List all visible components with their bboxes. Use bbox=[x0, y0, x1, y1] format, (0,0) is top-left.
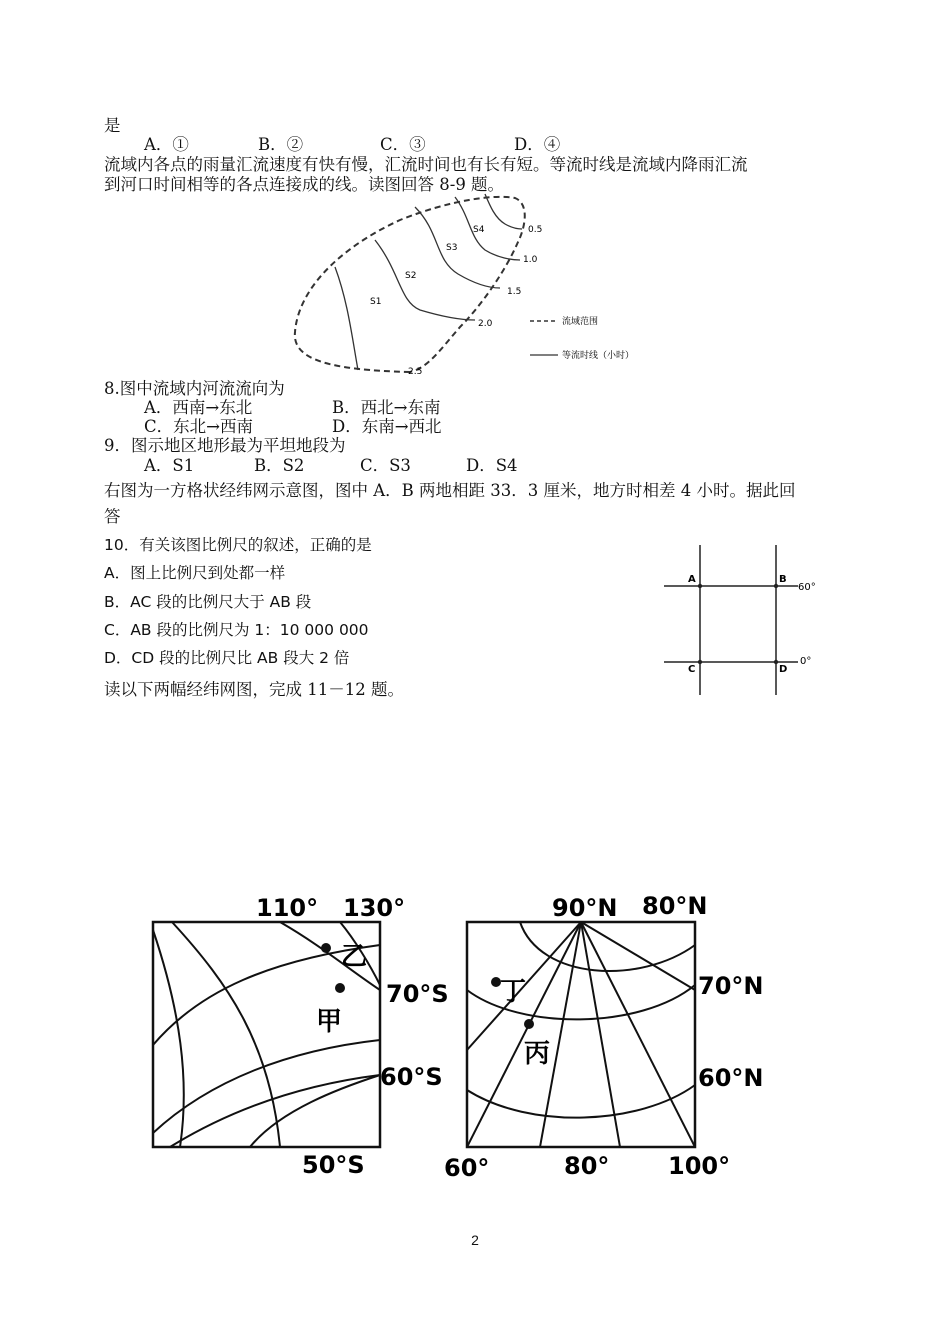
q8-option-a: A．西南→东北 bbox=[144, 398, 253, 417]
q8-options-row1 bbox=[104, 398, 704, 418]
grid-point-c: C bbox=[688, 664, 696, 675]
q10-option-a: A．图上比例尺到处都一样 bbox=[104, 564, 286, 582]
grid-point-d: D bbox=[779, 664, 788, 675]
q10-option-c: C．AB 段的比例尺为 1：10 000 000 bbox=[104, 621, 369, 639]
right-right-label-70n: 70°N bbox=[698, 972, 764, 1000]
q10-option-d: D．CD 段的比例尺比 AB 段大 2 倍 bbox=[104, 649, 350, 667]
q7-option-d: D．④ bbox=[514, 135, 561, 154]
isochrone-label-1-0: 1.0 bbox=[523, 255, 538, 265]
grid-figure bbox=[650, 540, 830, 700]
intro-11-12: 读以下两幅经纬网图，完成 11－12 题。 bbox=[104, 680, 404, 699]
isochrone-label-0-5: 0.5 bbox=[528, 225, 543, 235]
q9-stem: 9．图示地区地形最为平坦地段为 bbox=[104, 436, 346, 455]
left-top-label-130: 130° bbox=[343, 894, 406, 922]
q8-option-b: B．西北→东南 bbox=[332, 398, 441, 417]
q10-stem: 10．有关该图比例尺的叙述，正确的是 bbox=[104, 536, 372, 554]
intro-8-9-line2: 到河口时间相等的各点连接成的线。读图回答 8-9 题。 bbox=[104, 175, 505, 194]
intro-10-line2: 答 bbox=[104, 507, 121, 526]
grid-point-a: A bbox=[688, 574, 696, 585]
left-top-label-110: 110° bbox=[256, 894, 319, 922]
right-bottom-label-80: 80° bbox=[564, 1152, 610, 1180]
right-bottom-label-100: 100° bbox=[668, 1152, 731, 1180]
q10-option-b: B．AC 段的比例尺大于 AB 段 bbox=[104, 593, 312, 611]
left-bottom-label-50s: 50°S bbox=[302, 1151, 365, 1179]
right-top-label-90n: 90°N bbox=[552, 894, 618, 922]
right-top-label-80n: 80°N bbox=[642, 892, 708, 920]
q9-option-b: B．S2 bbox=[254, 456, 305, 475]
right-right-label-60n: 60°N bbox=[698, 1064, 764, 1092]
grid-lat-0: 0° bbox=[800, 656, 812, 667]
zone-label-s4: S4 bbox=[473, 225, 485, 235]
map-point-yi: 乙 bbox=[341, 942, 368, 972]
q9-options bbox=[104, 456, 704, 476]
q7-option-a: A．① bbox=[144, 135, 189, 154]
map-point-bing: 丙 bbox=[524, 1039, 551, 1069]
zone-label-s3: S3 bbox=[446, 243, 458, 253]
q8-option-c: C．东北→西南 bbox=[144, 417, 253, 436]
q7-options bbox=[104, 135, 704, 155]
left-right-label-60s: 60°S bbox=[380, 1063, 443, 1091]
isochrone-label-1-5: 1.5 bbox=[507, 287, 522, 297]
q9-option-d: D．S4 bbox=[466, 456, 518, 475]
map-right bbox=[440, 890, 770, 1190]
basin-boundary bbox=[295, 197, 525, 372]
basin-figure bbox=[290, 192, 660, 377]
q8-option-d: D．东南→西北 bbox=[332, 417, 442, 436]
intro-10-line1: 右图为一方格状经纬网示意图，图中 A．B 两地相距 33．3 厘米，地方时相差 4 小时。据此回 bbox=[104, 481, 796, 500]
grid-point-b: B bbox=[779, 574, 787, 585]
map-left bbox=[150, 890, 460, 1190]
left-right-label-70s: 70°S bbox=[386, 980, 449, 1008]
page-number: 2 bbox=[471, 1232, 479, 1248]
legend-boundary-label: 流域范围 bbox=[562, 317, 599, 327]
right-bottom-label-60: 60° bbox=[444, 1154, 490, 1182]
q9-option-c: C．S3 bbox=[360, 456, 411, 475]
q7-option-c: C．③ bbox=[380, 135, 426, 154]
question-fragment: 是 bbox=[104, 116, 121, 135]
legend-isochrone-label: 等流时线（小时） bbox=[562, 351, 635, 361]
q8-options-row2 bbox=[104, 417, 704, 437]
grid-lat-60: 60° bbox=[798, 582, 816, 593]
q8-stem: 8.图中流域内河流流向为 bbox=[104, 379, 285, 398]
zone-label-s2: S2 bbox=[405, 271, 417, 281]
intro-8-9-line1: 流域内各点的雨量汇流速度有快有慢，汇流时间也有长有短。等流时线是流域内降雨汇流 bbox=[104, 155, 748, 174]
isochrone-label-2-0: 2.0 bbox=[478, 319, 493, 329]
q7-option-b: B．② bbox=[258, 135, 304, 154]
map-point-ding: 丁 bbox=[500, 977, 527, 1007]
zone-label-s1: S1 bbox=[370, 297, 382, 307]
q9-option-a: A．S1 bbox=[144, 456, 195, 475]
isochrone-label-2-5: 2.5 bbox=[408, 367, 423, 377]
map-point-jia: 甲 bbox=[316, 1007, 343, 1037]
